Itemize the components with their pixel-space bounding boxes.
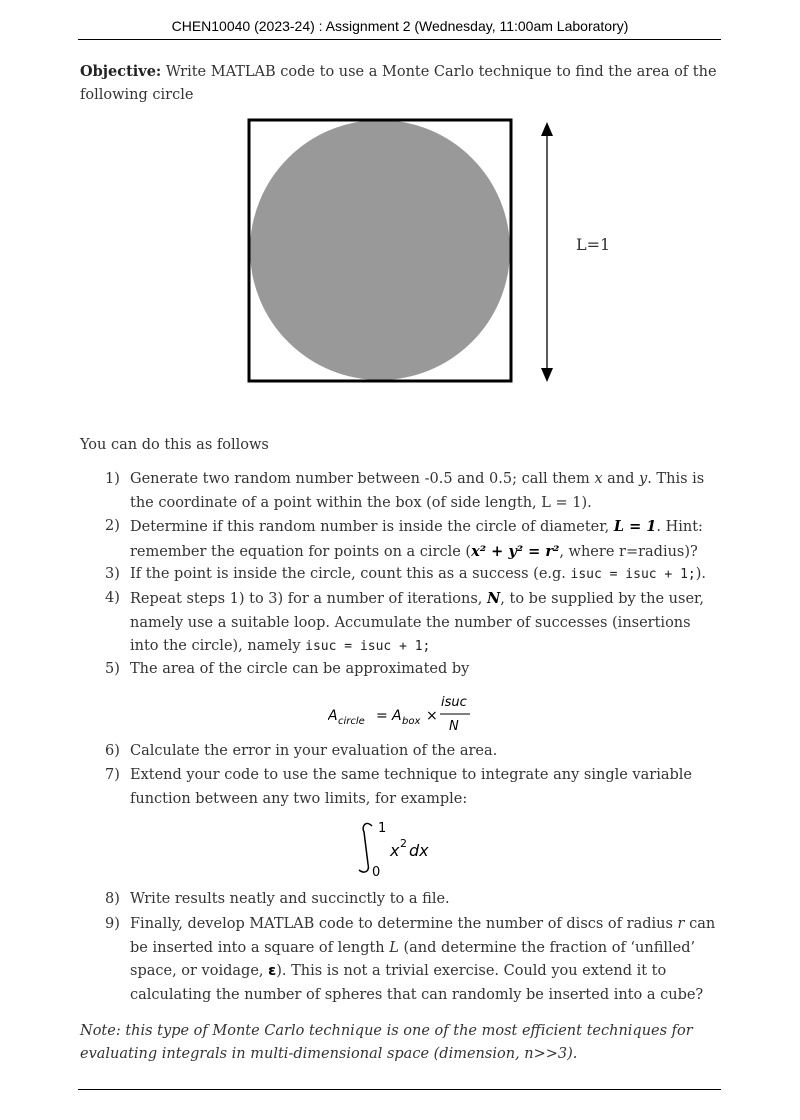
objective-label: Objective: [80,63,162,80]
arrow-head-bottom-icon [541,368,553,382]
integrand-power: 2 [400,837,407,850]
integral-sign-icon [359,824,372,872]
step-number: 6) [105,743,120,759]
circle-figure [0,0,800,420]
eq-denominator: N [449,719,459,734]
dimension-label: L=1 [576,235,611,254]
eq-rhs-sub: box [402,716,421,727]
eq-lhs-sub: circle [338,716,365,727]
footer-rule [78,1089,721,1090]
step-text: Calculate the error in your evaluation of the area. [130,743,498,759]
note-text: Note: this type of Monte Carlo technique is one of the most efficient techniques for evaluating integrals in multi-dimensional space (dimension, n>>3). [80,1023,693,1062]
step-text: If the point is inside the circle, count this as a success (e.g. isuc = isuc + 1;). [130,566,707,582]
integral-differential: dx [409,841,429,860]
area-equation [328,692,498,736]
integrand: x [390,841,400,860]
integral-upper: 1 [378,821,387,836]
step-text: Extend your code to use the same technique to integrate any single variable function between any two limits, for example: [130,767,692,807]
step-number: 8) [105,891,120,907]
arrow-head-top-icon [541,122,553,136]
objective-text: Write MATLAB code to use a Monte Carlo technique to find the area of the following circle [80,64,717,103]
eq-lhs: A [328,708,338,724]
step-number: 7) [105,767,120,783]
step-number: 4) [105,590,120,606]
eq-equals: = [376,708,388,724]
integral-lower: 0 [372,865,381,878]
step-number: 9) [105,916,120,932]
page-header: CHEN10040 (2023-24) : Assignment 2 (Wednesday, 11:00am Laboratory) [171,18,629,34]
step-number: 3) [105,566,120,582]
intro-text: You can do this as follows [80,437,269,453]
step-number: 5) [105,661,120,677]
eq-numerator: isuc [441,695,467,710]
eq-rhs: A [392,708,402,724]
step-text: Finally, develop MATLAB code to determine the number of discs of radius r can be inserted into a square of length L (and determine the fraction of ‘unfilled’ space, or voidage, ε). This is not a trivial exercise. Could you extend it to calculating the number of spheres that can randomly be inserted into a cube? [130,916,716,1003]
integral-equation [358,818,478,878]
step-text: Write results neatly and succinctly to a file. [130,891,450,907]
step-number: 2) [105,518,120,534]
circle-shape [250,120,510,380]
step-text: Generate two random number between -0.5 and 0.5; call them x and y. This is the coordinate of a point within the box (of side length, L = 1). [130,471,705,511]
step-text: Determine if this random number is inside the circle of diameter, L = 1. Hint: remember the equation for points on a circle (x² + y² = r², where r=radius)? [130,518,703,560]
step-number: 1) [105,471,120,487]
eq-times: × [426,708,438,724]
step-text: Repeat steps 1) to 3) for a number of iterations, N, to be supplied by the user, namely use a suitable loop. Accumulate the number of successes (insertions into the circle), namely isuc = isuc + 1; [130,590,704,654]
step-text: The area of the circle can be approximated by [130,661,470,677]
